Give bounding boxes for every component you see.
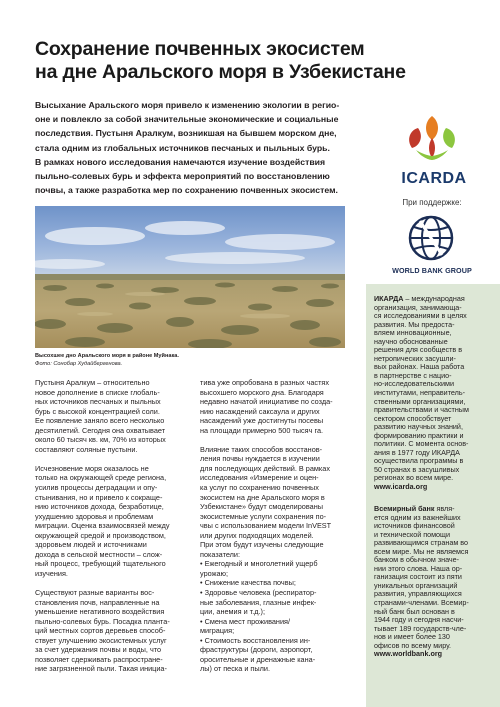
body-line: Исчезновение моря оказалось не <box>35 463 149 473</box>
sidebar-line: решения для сообществ в <box>374 345 463 355</box>
worldbank-wordmark: WORLD BANK GROUP <box>392 266 472 275</box>
sidebar-line: развития, управляющихся <box>374 589 462 599</box>
body-line: или других подходящих моделей. <box>200 530 314 540</box>
sidebar-line: ганизация состоит из пяти <box>374 572 462 582</box>
body-line: ние загрязненной пыли. Такая инициа- <box>35 664 167 674</box>
sidebar-line: явля- <box>436 504 455 513</box>
body-line: десятилетий. Сегодня она охватывает <box>35 425 166 435</box>
body-line: исследования «Измерение и оцен- <box>200 473 319 483</box>
sidebar-line: развития. Мы предоста- <box>374 319 455 329</box>
body-line: бурь с высокой концентрацией соли. <box>35 406 160 416</box>
body-line: ухудшению здоровья и проблемам <box>35 511 154 521</box>
body-line: Влияние таких способов восстанов- <box>200 444 323 454</box>
caption-credit: Фото: Сонобар Худайбергенова. <box>35 361 123 367</box>
caption-title: Высохшее дно Аральского моря в районе Муйнака. <box>35 353 179 359</box>
worldbank-info <box>374 505 492 659</box>
body-line: ка услуг по сохранению почвенных <box>200 483 319 493</box>
body-line: около 60 тысяч кв. км, 70% из которых <box>35 435 166 445</box>
sidebar-line: уникальных организаций <box>374 580 458 590</box>
bullet-line: • Смена мест проживания/ <box>200 616 291 626</box>
worldbank-info-lead: Всемирный банк <box>374 504 435 513</box>
body-line: Ее появление заняло всего несколько <box>35 416 165 426</box>
worldbank-link[interactable]: www.worldbank.org <box>374 649 443 659</box>
sidebar-line: 1944 году и сегодня насчи- <box>374 615 464 625</box>
sidebar-line: источников финансовой <box>374 521 455 531</box>
icarda-link[interactable]: www.icarda.org <box>374 482 428 492</box>
sidebar-line: ный банк был основан в <box>374 606 455 616</box>
sidebar-line: сектором способствует <box>374 413 452 423</box>
body-line: ций местных сортов деревьев способ- <box>35 626 166 636</box>
sidebar-line: в партнерстве с нацио- <box>374 370 452 380</box>
bullet-line: фраструктуры (дороги, аэропорт, <box>200 645 313 655</box>
body-line: усилив процессы деградации и опу- <box>35 483 158 493</box>
lead-line: стала одним из глобальных источников песчаных и пыльных бурь. <box>35 142 330 153</box>
body-line: для последующих действий. В рамках <box>200 463 330 473</box>
bullet-line: урожаю; <box>200 568 229 578</box>
body-line: При этом будут изучены следующие <box>200 540 324 550</box>
sidebar-line: нов и имеет более 130 <box>374 632 450 642</box>
sidebar-line: вых районах. Наша работа <box>374 362 465 372</box>
body-line: миграции. Оценка взаимосвязей между <box>35 521 170 531</box>
lead-line: Высыхание Аральского моря привело к изменению экологии в регио- <box>35 100 340 110</box>
title-line-2: на дне Аральского моря в Узбекистане <box>35 61 406 83</box>
body-line: ный процесс, требующий тщательного <box>35 559 166 569</box>
body-line: ления почвы нуждается в изучении <box>200 454 320 464</box>
body-line: стынивания, но и привело к сокраще- <box>35 492 163 502</box>
sidebar-line: и технической помощи <box>374 529 450 539</box>
body-line: чвы с использованием модели InVEST <box>200 521 332 531</box>
sidebar-line: вляем инновационные, <box>374 328 452 338</box>
worldbank-logo-icon <box>406 213 456 263</box>
sidebar-line: но-исследовательскими <box>374 379 454 389</box>
bullet-line: оросительные и дренажные кана- <box>200 654 316 664</box>
bullet-line: миграция; <box>200 626 235 636</box>
body-line: нию насаждений саксаула и других <box>200 406 320 416</box>
page-title <box>35 38 475 84</box>
paragraph-gap <box>35 454 165 464</box>
icarda-info <box>374 295 492 492</box>
lead-line: пыльно-солевых бурь и эффекта мероприятий по восстановлению <box>35 171 330 182</box>
body-line: изучения. <box>35 568 68 578</box>
sidebar-line: нетропических засушли- <box>374 353 456 363</box>
sidebar-line: правительствами и частным <box>374 405 469 415</box>
paragraph-gap <box>35 578 165 588</box>
body-line: окружающей средой и производством, <box>35 530 166 540</box>
sidebar-line: тывает 189 государств-чле- <box>374 623 467 633</box>
icarda-info-lead: ИКАРДА <box>374 294 404 303</box>
sidebar-line: 50 странах в засушливых <box>374 464 460 474</box>
sidebar-line: регионах во всем мире. <box>374 473 454 483</box>
body-line: показатели: <box>200 549 241 559</box>
body-line: пыльно-солевых бурь. Посадка планта- <box>35 616 170 626</box>
icarda-wordmark: ICARDA <box>401 170 467 187</box>
bullet-line: • Стоимость восстановления ин- <box>200 635 311 645</box>
body-line: ствует улучшению экосистемных услуг <box>35 635 167 645</box>
sidebar-line: нии этого слова. Наша ор- <box>374 563 463 573</box>
sidebar-line: организация, занимающа- <box>374 302 462 312</box>
bullet-line: • Ежегодный и многолетний ущерб <box>200 559 318 569</box>
sidebar-line: офисов по всему миру. <box>374 640 451 650</box>
lead-line: В рамках нового исследования намечаются изучение воздействия <box>35 156 326 167</box>
sidebar-line: странами-членами. Всемир- <box>374 598 469 608</box>
body-line: здоровьем людей и источниками <box>35 540 147 550</box>
sidebar-line: формированию практики и <box>374 430 464 440</box>
sidebar-line: ется одним из важнейших <box>374 512 461 522</box>
sidebar-line: осуществила программы в <box>374 456 464 466</box>
body-line: становления почв, направленные на <box>35 597 160 607</box>
body-line: ных источников песчаных и пыльных <box>35 397 161 407</box>
sidebar-line: политики. С момента основ- <box>374 439 469 449</box>
sidebar-line: ственными организациями, <box>374 396 466 406</box>
sidebar-line: всем мире. Мы не являемся <box>374 546 469 556</box>
sidebar-line: ания в 1977 году ИКАРДА <box>374 447 460 457</box>
lead-paragraph <box>35 98 385 197</box>
bullet-line: ные заболевания, глазные инфек- <box>200 597 317 607</box>
bullet-line: лы) от песка и пыли. <box>200 664 270 674</box>
sidebar-line: институтами, неправитель- <box>374 388 465 398</box>
body-line: за счет удержания почвы и воды, что <box>35 645 162 655</box>
lead-line: почвы, а также разработка мер по сохранению почвенных экосистем. <box>35 185 338 196</box>
sidebar-line: развивающимся странам во <box>374 538 469 548</box>
sidebar-line: ся исследованиями в целях <box>374 311 467 321</box>
body-line: высохшего морского дна. Благодаря <box>200 387 324 397</box>
lead-line: оне и повлекло за собой значительные экономические и социальные <box>35 114 339 125</box>
bullet-line: • Здоровье человека (респиратор- <box>200 588 317 598</box>
sidebar-line: – международная <box>405 294 465 303</box>
body-line: экосистем на дне Аральского моря в <box>200 492 325 502</box>
support-label: При поддержке: <box>402 198 462 207</box>
body-line: только на окружающей среде региона, <box>35 473 167 483</box>
body-line: Пустыня Аралкум – относительно <box>35 378 150 387</box>
bullet-line: • Снижение качества почвы; <box>200 578 296 588</box>
lead-line: последствия. Пустыня Аралкум, возникшая на бывшем морском дне, <box>35 128 337 139</box>
photo-caption <box>35 352 355 368</box>
body-column-2 <box>200 378 333 674</box>
body-line: дохода в сельской местности – слож- <box>35 549 163 559</box>
body-line: нию источников дохода, безработице, <box>35 502 164 512</box>
bullet-line: ции, анемия и т.д.); <box>200 607 266 617</box>
sidebar-line: развитию научных знаний, <box>374 422 463 432</box>
aral-seabed-photo <box>35 206 345 348</box>
body-line: новое дополнение в списке глобаль- <box>35 387 160 397</box>
sidebar-line: научно обоснованные <box>374 336 448 346</box>
sidebar-line: банком в обычном значе- <box>374 555 460 565</box>
body-line: составляют соляные пустыни. <box>35 444 138 454</box>
title-line-1: Сохранение почвенных экосистем <box>35 38 365 60</box>
body-line: Существуют разные варианты вос- <box>35 588 155 598</box>
paragraph-gap <box>200 435 330 445</box>
body-line: экосистемные услуги сохранения по- <box>200 511 327 521</box>
body-line: уменьшение негативного воздействия <box>35 607 165 617</box>
body-column-1 <box>35 378 170 674</box>
body-line: недавно начатой инициативе по созда- <box>200 397 333 407</box>
body-line: тива уже опробована в разных частях <box>200 378 330 387</box>
body-line: позволяет сдерживать распростране- <box>35 654 163 664</box>
body-line: Узбекистане» будут смоделированы <box>200 502 323 512</box>
body-line: насаждений уже достигнуты посевы <box>200 416 324 426</box>
body-line: на площади примерно 500 тысяч га. <box>200 425 324 435</box>
